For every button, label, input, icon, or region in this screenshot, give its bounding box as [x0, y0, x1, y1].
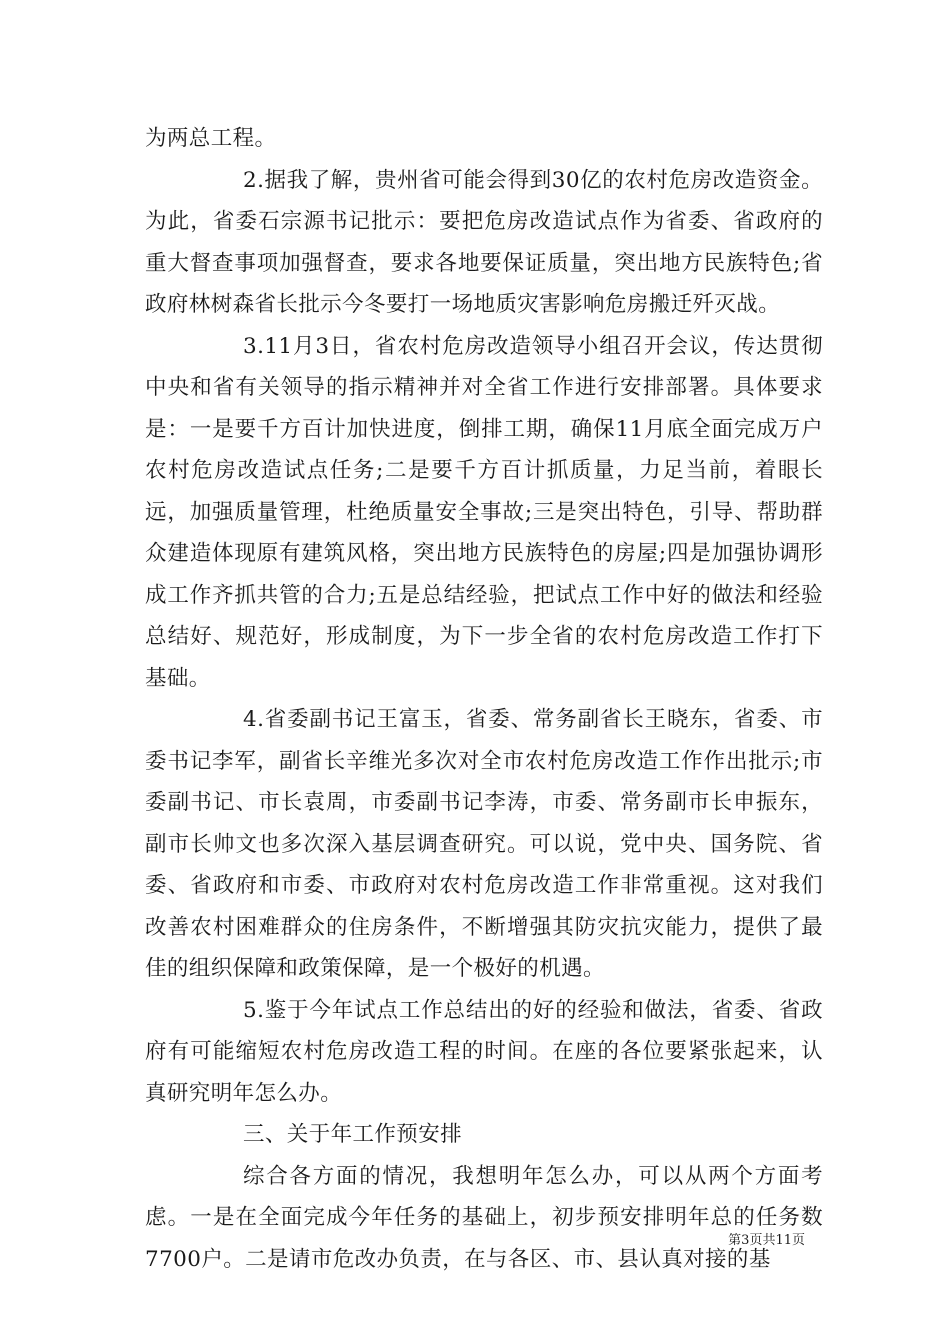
paragraph-item-2: 2.据我了解，贵州省可能会得到30亿的农村危房改造资金。为此，省委石宗源书记批示：要把危房改造试点作为省委、省政府的重大督查事项加强督查，要求各地要保证质量，突出地方民族特色;省政府林树森省长批示今冬要打一场地质灾害影响危房搬迁歼灭战。 — [145, 167, 823, 317]
paragraph-summary: 综合各方面的情况，我想明年怎么办，可以从两个方面考虑。一是在全面完成今年任务的基础上，初步预安排明年总的任务数7700户。二是请市危改办负责，在与各区、市、县认真对接的基 — [145, 1163, 823, 1272]
section-heading: 三、关于年工作预安排 — [243, 1122, 463, 1147]
page-number-footer: 第3页共11页 — [728, 1233, 805, 1248]
paragraph-item-5: 5.鉴于今年试点工作总结出的好的经验和做法，省委、省政府有可能缩短农村危房改造工程的时间。在座的各位要紧张起来，认真研究明年怎么办。 — [145, 997, 823, 1106]
paragraph-item-3: 3.11月3日，省农村危房改造领导小组召开会议，传达贯彻中央和省有关领导的指示精神并对全省工作进行安排部署。具体要求是：一是要千方百计加快进度，倒排工期，确保11月底全面完成万户农村危房改造试点任务;二是要千方百计抓质量，力足当前，着眼长远，加强质量管理，杜绝质量安全事故;三是突出特色，引导、帮助群众建造体现原有建筑风格，突出地方民族特色的房屋;四是加强协调形成工作齐抓共管的合力;五是总结经验，把试点工作中好的做法和经验总结好、规范好，形成制度，为下一步全省的农村危房改造工作打下基础。 — [145, 333, 823, 691]
paragraph-continuation: 为两总工程。 — [145, 126, 277, 151]
document-body — [145, 118, 823, 1280]
paragraph-item-4: 4.省委副书记王富玉，省委、常务副省长王晓东，省委、市委书记李军，副省长辛维光多次对全市农村危房改造工作作出批示;市委副书记、市长袁周，市委副书记李涛，市委、常务副市长申振东，副市长帅文也多次深入基层调查研究。可以说，党中央、国务院、省委、省政府和市委、市政府对农村危房改造工作非常重视。这对我们改善农村困难群众的住房条件，不断增强其防灾抗灾能力，提供了最佳的组织保障和政策保障，是一个极好的机遇。 — [145, 707, 823, 981]
